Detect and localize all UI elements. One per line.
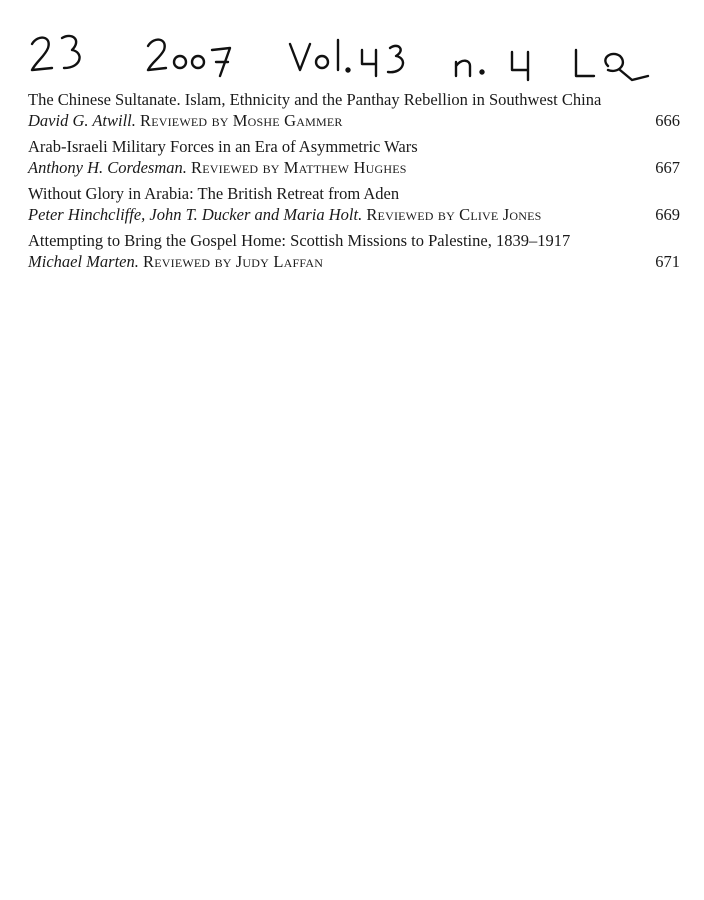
book-author: Michael Marten. [28,252,139,271]
book-author: Anthony H. Cordesman. [28,158,187,177]
review-author-line [28,110,680,131]
page-number: 667 [655,158,680,177]
reviewed-by-label: Reviewed by [143,252,232,271]
review-book-title: Without Glory in Arabia: The British Retreat from Aden [28,184,400,203]
reviewer-name: Matthew Hughes [283,158,407,177]
toc-entry [28,231,680,272]
review-author-line [28,251,680,272]
review-book-title: Arab-Israeli Military Forces in an Era of Asymmetric Wars [28,137,418,156]
review-author-line [28,204,680,225]
review-book-title: Attempting to Bring the Gospel Home: Scottish Missions to Palestine, 1839–1917 [28,231,571,250]
handwritten-annotation [28,30,668,90]
reviewer-name: Moshe Gammer [232,111,343,130]
toc-entry [28,137,680,178]
reviewer-name: Clive Jones [459,205,542,224]
book-author: David G. Atwill. [28,111,136,130]
page-number: 671 [655,252,680,271]
table-of-contents [28,90,680,278]
reviewed-by-label: Reviewed by [140,111,229,130]
page-number: 669 [655,205,680,224]
toc-entry [28,90,680,131]
reviewed-by-label: Reviewed by [191,158,280,177]
book-author: Peter Hinchcliffe, John T. Ducker and Maria Holt. [28,205,363,224]
page-number: 666 [655,111,680,130]
reviewer-name: Judy Laffan [235,252,324,271]
review-book-title: The Chinese Sultanate. Islam, Ethnicity and the Panthay Rebellion in Southwest China [28,90,602,109]
reviewed-by-label: Reviewed by [366,205,455,224]
toc-entry [28,184,680,225]
review-author-line [28,157,680,178]
